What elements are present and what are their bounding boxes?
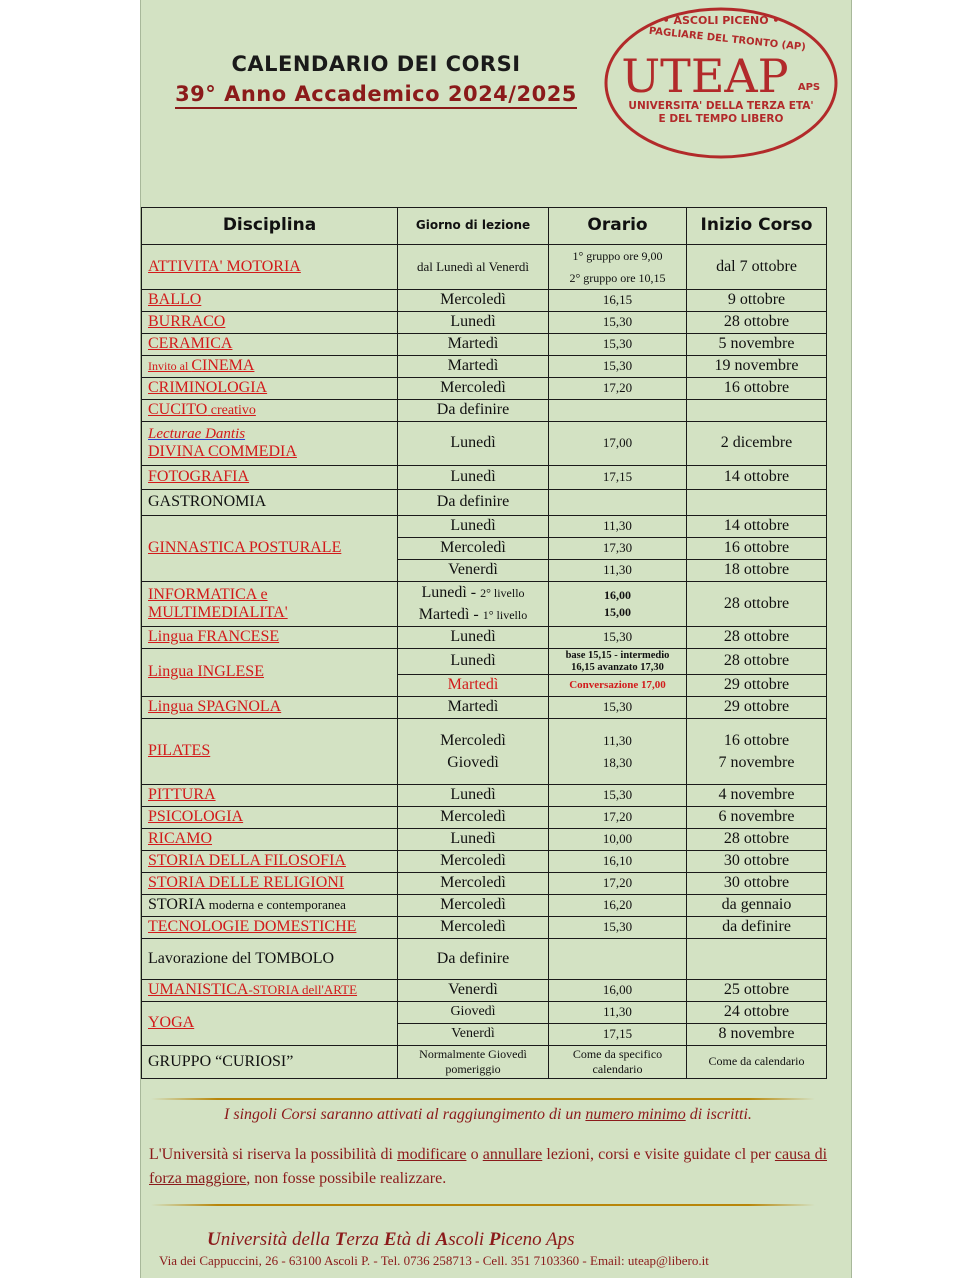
start-cell: da definire xyxy=(687,917,827,939)
table-row xyxy=(142,312,827,334)
document-page xyxy=(140,0,852,1278)
table-row xyxy=(142,516,827,538)
time-line: calendario xyxy=(592,1062,643,1076)
start-cell: 19 novembre xyxy=(687,356,827,378)
table-row xyxy=(142,290,827,312)
start-cell: dal 7 ottobre xyxy=(687,245,827,290)
footer-contacts: Via dei Cappuccini, 26 - 63100 Ascoli P. - Tel. 0736 258713 - Cell. 351 7103360 - Email: uteap@libero.it xyxy=(159,1253,709,1268)
table-row xyxy=(142,1046,827,1079)
course-link[interactable]: YOGA xyxy=(148,1014,195,1032)
footer-initial: A xyxy=(435,1229,449,1250)
start-cell: 29 ottobre xyxy=(687,697,827,719)
time-cell: 17,20 xyxy=(549,873,687,895)
course-name: UMANISTICA xyxy=(148,981,249,999)
course-name: STORIA xyxy=(148,896,206,914)
start-cell: 16 ottobre xyxy=(687,378,827,400)
course-name-cell xyxy=(142,422,398,466)
course-name-cell xyxy=(142,378,398,400)
footer-text: erza xyxy=(346,1229,384,1250)
day-cell: Da definire xyxy=(398,939,549,980)
day-cell: Lunedì xyxy=(398,516,549,538)
course-suffix: moderna e contemporanea xyxy=(205,897,346,913)
course-link[interactable]: FOTOGRAFIA xyxy=(148,468,250,486)
course-name-cell xyxy=(142,649,398,697)
day-cell: Venerdì xyxy=(398,1024,549,1046)
footer-initial: P xyxy=(488,1229,501,1250)
course-link[interactable]: CERAMICA xyxy=(148,335,233,353)
table-row xyxy=(142,939,827,980)
footer-text: niversità della xyxy=(220,1229,335,1250)
time-cell: 15,30 xyxy=(549,334,687,356)
course-link[interactable]: Lingua SPAGNOLA xyxy=(148,698,282,716)
academic-year-text: 39° Anno Accademico 2024/2025 xyxy=(175,82,577,109)
page-title: CALENDARIO DEI CORSI xyxy=(231,52,521,76)
time-cell: 11,30 xyxy=(549,516,687,538)
table-row xyxy=(142,334,827,356)
day-line: Martedì - 1° livello xyxy=(418,606,528,623)
uteap-logo xyxy=(603,6,839,160)
time-cell xyxy=(549,649,687,675)
start-cell xyxy=(687,939,827,980)
start-cell: 24 ottobre xyxy=(687,1002,827,1024)
level-text: 2° livello xyxy=(480,586,525,600)
day-cell xyxy=(398,1046,549,1079)
note-text: o xyxy=(466,1146,483,1163)
start-cell xyxy=(687,400,827,422)
day-text: Lunedì xyxy=(421,584,467,601)
course-link[interactable]: STORIA DELLA FILOSOFIA xyxy=(148,852,346,870)
day-cell: Lunedì xyxy=(398,627,549,649)
course-link[interactable]: PITTURA xyxy=(148,786,216,804)
start-cell: 30 ottobre xyxy=(687,873,827,895)
course-name: CINEMA xyxy=(191,357,255,375)
logo-brand: UTEAP xyxy=(621,49,789,103)
course-name-cell xyxy=(142,697,398,719)
day-cell: Venerdì xyxy=(398,560,549,582)
logo-arc-text: PAGLIARE DEL TRONTO (AP) xyxy=(648,25,807,54)
table-row xyxy=(142,378,827,400)
time-cell xyxy=(549,490,687,516)
start-cell: 14 ottobre xyxy=(687,466,827,490)
course-link[interactable]: Lingua INGLESE xyxy=(148,663,264,681)
start-cell: 29 ottobre xyxy=(687,675,827,697)
time-cell: 17,30 xyxy=(549,538,687,560)
table-row xyxy=(142,807,827,829)
day-cell: dal Lunedì al Venerdì xyxy=(398,245,549,290)
course-name-cell xyxy=(142,516,398,582)
start-cell: 5 novembre xyxy=(687,334,827,356)
day-cell: Mercoledì xyxy=(398,290,549,312)
course-link[interactable]: RICAMO xyxy=(148,830,213,848)
course-prefix: Invito al xyxy=(148,359,192,374)
note-text: , non fosse possibile realizzare. xyxy=(246,1170,447,1187)
footer-organization xyxy=(207,1229,575,1251)
time-line: 1° gruppo ore 9,00 xyxy=(572,249,663,263)
start-cell: 25 ottobre xyxy=(687,980,827,1002)
start-cell: 8 novembre xyxy=(687,1024,827,1046)
time-cell xyxy=(549,719,687,785)
table-row xyxy=(142,980,827,1002)
time-cell: 16,20 xyxy=(549,895,687,917)
start-cell: 28 ottobre xyxy=(687,312,827,334)
time-cell xyxy=(549,1046,687,1079)
column-header-start: Inizio Corso xyxy=(687,208,827,245)
course-name-cell xyxy=(142,312,398,334)
table-row xyxy=(142,697,827,719)
day-line: pomeriggio xyxy=(445,1062,501,1076)
day-cell: Martedì xyxy=(398,675,549,697)
day-line: Lunedì - 2° livello xyxy=(421,584,525,601)
note-text: di iscritti. xyxy=(685,1106,752,1123)
start-cell: 28 ottobre xyxy=(687,649,827,675)
time-cell: Conversazione 17,00 xyxy=(549,675,687,697)
academic-year xyxy=(141,82,611,106)
day-line: Normalmente Giovedì xyxy=(419,1047,527,1061)
footer-text: tà di xyxy=(396,1229,436,1250)
day-cell: Mercoledì xyxy=(398,807,549,829)
course-link[interactable] xyxy=(148,586,392,623)
day-cell xyxy=(398,582,549,627)
time-cell: 10,00 xyxy=(549,829,687,851)
table-row xyxy=(142,895,827,917)
course-name-cell xyxy=(142,980,398,1002)
course-prefix: Lecturae Dantis xyxy=(148,425,246,442)
course-name-cell xyxy=(142,400,398,422)
course-name-cell xyxy=(142,829,398,851)
table-row xyxy=(142,466,827,490)
time-line: 2° gruppo ore 10,15 xyxy=(569,271,666,285)
table-row xyxy=(142,785,827,807)
start-line: 7 novembre xyxy=(718,753,795,771)
time-cell xyxy=(549,582,687,627)
start-cell: 4 novembre xyxy=(687,785,827,807)
footer-initial: T xyxy=(334,1229,347,1250)
column-header-time: Orario xyxy=(549,208,687,245)
day-cell: Mercoledì xyxy=(398,851,549,873)
note-text-underlined: annullare xyxy=(482,1146,543,1163)
table-row xyxy=(142,851,827,873)
logo-top-text: • ASCOLI PICENO • xyxy=(662,14,780,27)
table-header-row xyxy=(142,208,827,245)
day-cell: Giovedì xyxy=(398,1002,549,1024)
footer-text: scoli xyxy=(448,1229,489,1250)
course-name-cell xyxy=(142,627,398,649)
course-link[interactable] xyxy=(148,357,254,374)
course-link[interactable]: Lingua FRANCESE xyxy=(148,628,280,646)
table-row xyxy=(142,1002,827,1024)
course-name-cell xyxy=(142,356,398,378)
table-row xyxy=(142,627,827,649)
time-cell: 15,30 xyxy=(549,312,687,334)
course-link[interactable] xyxy=(148,981,357,998)
course-calendar-table xyxy=(141,207,827,1079)
table-row xyxy=(142,400,827,422)
time-line: 16,15 avanzato 17,30 xyxy=(571,661,664,673)
level-text: 1° livello xyxy=(482,608,528,622)
start-cell: 9 ottobre xyxy=(687,290,827,312)
course-link[interactable]: BURRACO xyxy=(148,313,226,331)
start-line: 16 ottobre xyxy=(723,731,790,749)
divider xyxy=(151,1204,815,1206)
start-cell: 28 ottobre xyxy=(687,829,827,851)
start-cell: 14 ottobre xyxy=(687,516,827,538)
start-cell: 28 ottobre xyxy=(687,582,827,627)
divider xyxy=(151,1098,815,1100)
note-text-underlined: modificare xyxy=(397,1146,467,1163)
note-text-underlined: causa di forza maggiore xyxy=(149,1146,828,1187)
note-text: lezioni, corsi e visite guidate cl per xyxy=(542,1146,775,1163)
start-cell xyxy=(687,490,827,516)
course-link[interactable]: PILATES xyxy=(148,742,211,760)
time-cell xyxy=(549,939,687,980)
table-row xyxy=(142,490,827,516)
day-cell: Martedì xyxy=(398,334,549,356)
course-name-cell xyxy=(142,245,398,290)
course-name: CUCITO xyxy=(148,401,208,419)
time-cell: 17,15 xyxy=(549,1024,687,1046)
table-row xyxy=(142,917,827,939)
time-cell: 17,15 xyxy=(549,466,687,490)
start-cell: 28 ottobre xyxy=(687,627,827,649)
course-name-cell xyxy=(142,466,398,490)
day-cell: Lunedì xyxy=(398,649,549,675)
table-row xyxy=(142,245,827,290)
course-name: INFORMATICA e xyxy=(148,585,268,603)
day-cell: Mercoledì xyxy=(398,917,549,939)
table-row xyxy=(142,829,827,851)
time-cell: 11,30 xyxy=(549,560,687,582)
course-name-cell xyxy=(142,290,398,312)
table-row xyxy=(142,582,827,627)
table-row xyxy=(142,873,827,895)
course-link[interactable]: DIVINA COMMEDIA xyxy=(148,442,297,460)
table-row xyxy=(142,649,827,675)
table-row xyxy=(142,422,827,466)
course-link[interactable]: PSICOLOGIA xyxy=(148,808,244,826)
day-cell: Lunedì xyxy=(398,312,549,334)
time-cell: 17,20 xyxy=(549,378,687,400)
day-cell: Lunedì xyxy=(398,422,549,466)
logo-line2: E DEL TEMPO LIBERO xyxy=(658,113,784,125)
start-cell: Come da calendario xyxy=(687,1046,827,1079)
column-header-day: Giorno di lezione xyxy=(398,208,549,245)
time-cell: 16,15 xyxy=(549,290,687,312)
day-text: Martedì xyxy=(418,606,470,623)
logo-suffix: APS xyxy=(797,82,821,93)
time-cell: 15,30 xyxy=(549,627,687,649)
footer-initial: U xyxy=(207,1229,221,1250)
course-name-cell xyxy=(142,917,398,939)
course-link[interactable]: STORIA DELLE RELIGIONI xyxy=(148,874,345,892)
course-name-cell xyxy=(142,1002,398,1046)
course-name-line2: MULTIMEDIALITA' xyxy=(148,604,288,621)
time-cell: 15,30 xyxy=(549,356,687,378)
course-name-cell xyxy=(142,895,398,917)
time-cell: 17,00 xyxy=(549,422,687,466)
reservation-note xyxy=(149,1143,827,1191)
day-line: Mercoledì xyxy=(440,731,506,749)
footer-text: iceno Aps xyxy=(500,1229,575,1250)
course-name-cell: GASTRONOMIA xyxy=(142,490,398,516)
day-cell: Da definire xyxy=(398,400,549,422)
day-cell: Martedì xyxy=(398,697,549,719)
note-text: L'Università si riserva la possibilità di xyxy=(149,1146,398,1163)
time-line: base 15,15 - intermedio xyxy=(565,649,670,661)
course-suffix: -STORIA dell'ARTE xyxy=(248,982,358,998)
course-name-cell: Lavorazione del TOMBOLO xyxy=(142,939,398,980)
start-cell: 2 dicembre xyxy=(687,422,827,466)
time-line: 16,00 xyxy=(604,588,631,602)
table-row xyxy=(142,356,827,378)
start-cell: 16 ottobre xyxy=(687,538,827,560)
course-name-cell xyxy=(142,582,398,627)
note-text: I singoli Corsi saranno attivati al raggiungimento di un xyxy=(224,1106,586,1123)
logo-line1: UNIVERSITA' DELLA TERZA ETA' xyxy=(628,100,814,112)
day-cell: Mercoledì xyxy=(398,873,549,895)
course-name-cell xyxy=(142,334,398,356)
time-cell: 16,10 xyxy=(549,851,687,873)
start-cell: 6 novembre xyxy=(687,807,827,829)
column-header-discipline: Disciplina xyxy=(142,208,398,245)
time-cell: 15,30 xyxy=(549,917,687,939)
note-text-underlined: numero minimo xyxy=(585,1106,686,1123)
time-cell xyxy=(549,245,687,290)
day-cell xyxy=(398,719,549,785)
day-cell: Lunedì xyxy=(398,466,549,490)
time-cell: 17,20 xyxy=(549,807,687,829)
day-cell: Martedì xyxy=(398,356,549,378)
time-cell: 15,30 xyxy=(549,785,687,807)
course-name-cell xyxy=(142,785,398,807)
day-line: Giovedì xyxy=(447,753,499,771)
day-cell: Da definire xyxy=(398,490,549,516)
course-name-cell xyxy=(142,807,398,829)
time-cell: 15,30 xyxy=(549,697,687,719)
day-cell: Venerdì xyxy=(398,980,549,1002)
day-cell: Lunedì xyxy=(398,785,549,807)
start-cell: 30 ottobre xyxy=(687,851,827,873)
course-name-cell xyxy=(142,873,398,895)
course-name-cell xyxy=(142,851,398,873)
course-link[interactable]: TECNOLOGIE DOMESTICHE xyxy=(148,918,357,936)
course-link[interactable]: CRIMINOLOGIA xyxy=(148,379,268,397)
footer-initial: E xyxy=(383,1229,397,1250)
start-cell: da gennaio xyxy=(687,895,827,917)
day-cell: Mercoledì xyxy=(398,895,549,917)
course-name-cell: GRUPPO “CURIOSI” xyxy=(142,1046,398,1079)
time-line: Come da specifico xyxy=(572,1047,663,1061)
table-row xyxy=(142,719,827,785)
day-cell: Lunedì xyxy=(398,829,549,851)
time-cell: 11,30 xyxy=(549,1002,687,1024)
course-link[interactable] xyxy=(148,401,256,418)
course-link[interactable]: ATTIVITA' MOTORIA xyxy=(148,257,301,275)
time-line: 11,30 xyxy=(603,732,632,748)
course-link[interactable]: GINNASTICA POSTURALE xyxy=(148,539,342,557)
start-cell: 18 ottobre xyxy=(687,560,827,582)
day-cell: Mercoledì xyxy=(398,378,549,400)
activation-note xyxy=(149,1106,827,1124)
day-cell: Mercoledì xyxy=(398,538,549,560)
course-suffix: creativo xyxy=(207,403,256,419)
time-line: 18,30 xyxy=(602,754,633,770)
start-cell xyxy=(687,719,827,785)
course-name-cell xyxy=(142,719,398,785)
time-cell xyxy=(549,400,687,422)
time-line: 15,00 xyxy=(604,605,631,619)
time-cell: 16,00 xyxy=(549,980,687,1002)
course-link[interactable]: BALLO xyxy=(148,291,202,309)
